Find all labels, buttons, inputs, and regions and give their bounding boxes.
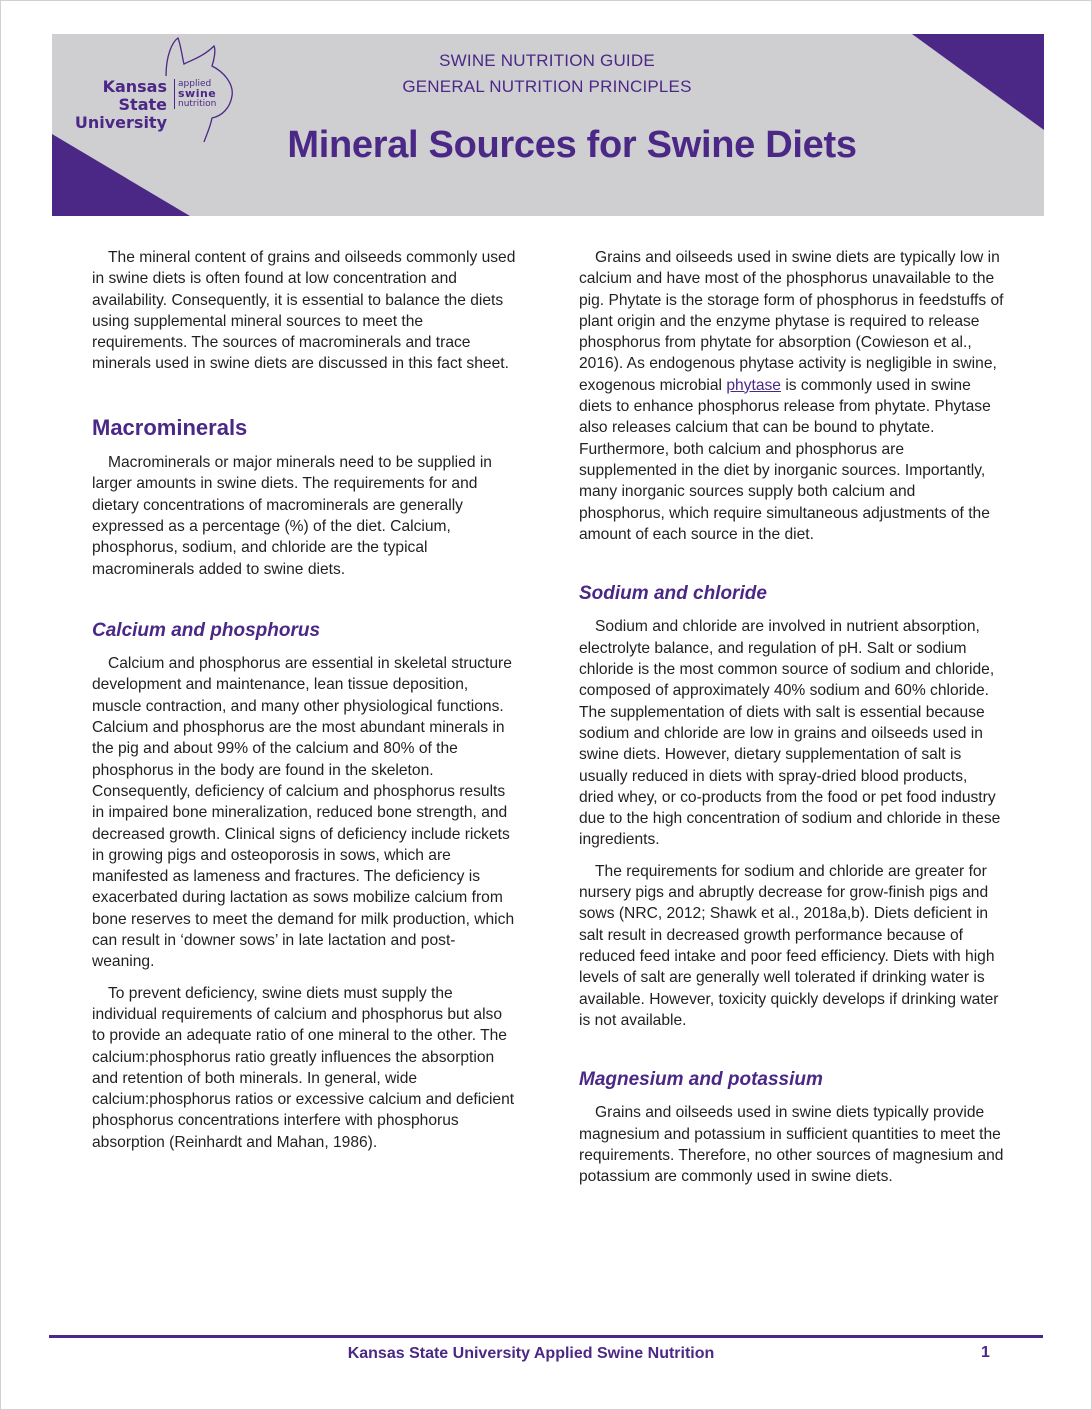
heading-macrominerals: Macrominerals [92,414,248,440]
ksu-asn-logo [54,36,254,146]
heading-sodium-chloride: Sodium and chloride [579,583,767,605]
calcium-phosphorus-paragraph-1: Calcium and phosphorus are essential in skeletal structure development and maintenance, lean tissue deposition, muscle contraction, and many other physiological functions. Calcium and phosphorus are the most abundant minerals in the pig and about 99% of the calcium and 80% of the phosphorus in the body are found in the skeleton. Consequently, deficiency of calcium and phosphorus results in impaired bone mineralization, reduced bone strength, and decreased growth. Clinical signs of deficiency include rickets in growing pigs and osteoporosis in sows, which are manifested as lameness and fractures. The deficiency is exacerbated during lactation as sows mobilize calcium from bone reserves to meet the demand for milk production, which can result in ‘downer sows’ in late lactation and post-weaning. [92,655,515,971]
left-column [92,247,517,1163]
phytase-link[interactable]: phytase [726,376,781,394]
heading-calcium-phosphorus: Calcium and phosphorus [92,619,321,641]
page-title: Mineral Sources for Swine Diets [287,124,857,166]
footer-divider [49,1335,1043,1338]
calcium-phosphorus-paragraph-2: To prevent deficiency, swine diets must supply the individual requirements of calcium and phosphorus but also to provide an adequate ratio of one mineral to the other. The calcium:phosphorus ratio greatly influences the absorption and retention of both minerals. In general, wide calcium:phosphorus ratios or excessive calcium and deficient phosphorus concentrations interfere with phosphorus absorption (Reinhardt and Mahan, 1986). [92,984,515,1151]
footer-text: Kansas State University Applied Swine Nutrition [347,1345,715,1362]
grains-phosphorus-paragraph: Grains and oilseeds used in swine diets are typically low in calcium and have most of the phosphorus unavailable to the pig. Phytate is the storage form of phosphorus in feedstuffs of plant origin and the enzyme phytase is required to release phosphorus from phytate for absorption (Cowieson et al., 2016). As endogenous phytase activity is negligible in swine, exogenous microbial phytase is commonly used in swine diets to enhance phosphorus release from phytate. Phytase also releases calcium that can be bound to phytate. Furthermore, both calcium and phosphorus are supplemented in the diet by inorganic sources. Importantly, many inorganic sources supply both calcium and phosphorus, which require simultaneous adjustments of the amount of each source in the diet. [579,249,1004,543]
right-column [579,247,1004,1198]
section-title: GENERAL NUTRITION PRINCIPLES [402,77,692,96]
heading-magnesium-potassium: Magnesium and potassium [579,1069,823,1091]
banner-corner-triangle-right [912,34,1044,130]
logo-university-name: Kansas State University [74,77,167,132]
sodium-chloride-paragraph-2: The requirements for sodium and chloride are greater for nursery pigs and abruptly decrease for grow-finish pigs and sows (NRC, 2012; Shawk et al., 2018a,b). Diets deficient in salt result in decreased growth performance because of reduced feed intake and poor feed efficiency. Diets with high levels of salt are generally well tolerated if drinking water is available. However, toxicity quickly develops if drinking water is not available. [579,862,999,1029]
logo-unit-name: applied swine nutrition [174,79,216,109]
macrominerals-paragraph: Macrominerals or major minerals need to be supplied in larger amounts in swine diets. The requirements for and dietary concentrations of macrominerals are generally expressed as a percentage (%) of the diet. Calcium, phosphorus, sodium, and chloride are the typical macrominerals added to swine diets. [92,454,492,578]
intro-paragraph: The mineral content of grains and oilseeds commonly used in swine diets is often found at low concentration and availability. Consequently, it is essential to balance the diets using supplemental mineral sources to meet the requirements. The sources of macrominerals and trace minerals used in swine diets are discussed in this fact sheet. [92,249,516,373]
banner-corner-triangle-left [52,134,190,216]
sodium-chloride-paragraph-1: Sodium and chloride are involved in nutrient absorption, electrolyte balance, and regulation of pH. Salt or sodium chloride is the most common source of sodium and chloride, composed of approximately 40% sodium and 60% chloride. The supplementation of diets with salt is essential because sodium and chloride are low in grains and oilseeds used in swine diets. However, dietary supplementation of salt is usually reduced in diets with spray-dried blood products, dried whey, or co-products from the food or pet food industry due to the high concentration of sodium and chloride in these ingredients. [579,618,1001,849]
header-banner [52,34,1044,216]
page-number: 1 [981,1344,990,1361]
magnesium-potassium-paragraph: Grains and oilseeds used in swine diets typically provide magnesium and potassium in sufficient quantities to meet the requirements. Therefore, no other sources of magnesium and potassium are commonly used in swine diets. [579,1104,1004,1186]
series-title: SWINE NUTRITION GUIDE [439,51,655,70]
